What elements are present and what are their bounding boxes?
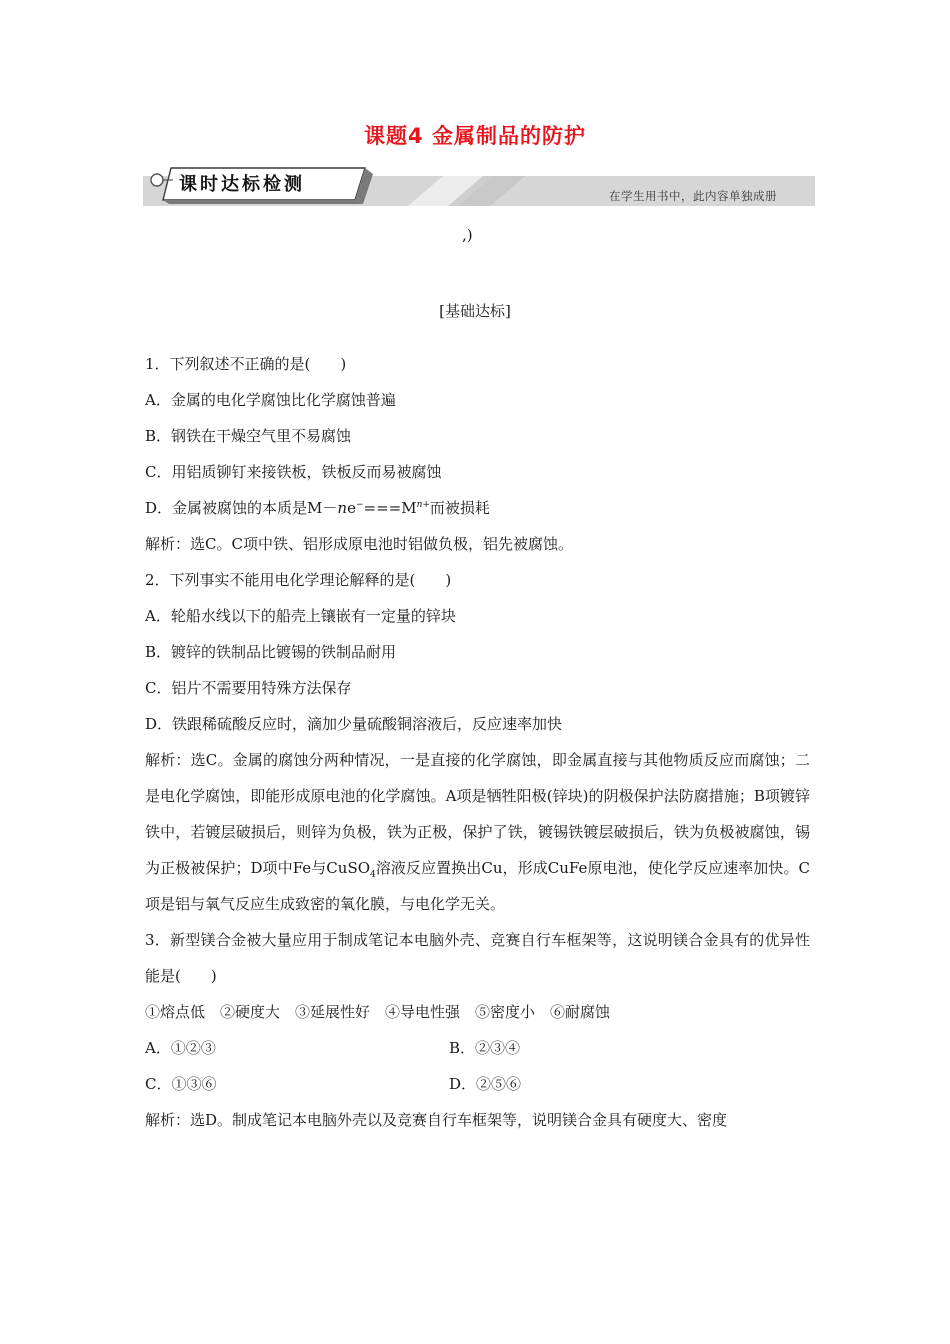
q1-option-d: D．金属被腐蚀的本质是$M-ne^-===M^{n+}$而被损耗 xyxy=(145,499,490,517)
q3-stem: 3．新型镁合金被大量应用于制成笔记本电脑外壳、竞赛自行车框架等，这说明镁合金具有的优异性能是( ) xyxy=(145,931,810,985)
q1-option-b: B．钢铁在干燥空气里不易腐蚀 xyxy=(145,427,352,445)
q2-option-a: A．轮船水线以下的船壳上镶嵌有一定量的锌块 xyxy=(145,607,456,625)
q3-options-row-1 xyxy=(145,1030,810,1066)
q3-option-c: C．①③⑥ xyxy=(145,1075,217,1093)
q3-analysis: 解析：选D。制成笔记本电脑外壳以及竞赛自行车框架等，说明镁合金具有硬度大、密度 xyxy=(145,1111,728,1129)
q2-option-b: B．镀锌的铁制品比镀锡的铁制品耐用 xyxy=(145,643,397,661)
q2-option-c: C．铝片不需要用特殊方法保存 xyxy=(145,679,352,697)
q2-analysis: 解析：选C。金属的腐蚀分两种情况，一是直接的化学腐蚀，即金属直接与其他物质反应而腐蚀；二是电化学腐蚀，即能形成原电池的化学腐蚀。A项是牺牲阳极(锌块)的阴极保护法防腐措施；B项镀锌铁中，若镀层破损后，则锌为负极，铁为正极，保护了铁，镀锡铁镀层破损后，铁为负极被腐蚀，锡为正极被保护；D项中Fe与CuSO$_4$溶液反应置换出Cu，形成CuFe原电池，使化学反应速率加快。C项是铝与氧气反应生成致密的氧化膜，与电化学无关。 xyxy=(145,751,810,913)
q1-option-a: A．金属的电化学腐蚀比化学腐蚀普遍 xyxy=(145,391,396,409)
q3-option-d: D．②⑤⑥ xyxy=(449,1075,522,1093)
q3-options-row-2 xyxy=(145,1066,810,1102)
stray-mark: ,) xyxy=(462,226,473,244)
question-content xyxy=(145,346,810,1138)
page-title: 课题4 金属制品的防护 xyxy=(364,124,586,148)
q2-stem: 2．下列事实不能用电化学理论解释的是( ) xyxy=(145,571,452,589)
q1-option-c: C．用铝质铆钉来接铁板，铁板反而易被腐蚀 xyxy=(145,463,442,481)
section-banner xyxy=(143,166,815,210)
section-label: [基础达标] xyxy=(439,302,511,320)
q3-option-b: B．②③④ xyxy=(449,1039,521,1057)
q2-option-d: D．铁跟稀硫酸反应时，滴加少量硫酸铜溶液后，反应速率加快 xyxy=(145,715,563,733)
q3-option-a: A．①②③ xyxy=(145,1039,216,1057)
banner-note: 在学生用书中，此内容单独成册 xyxy=(609,189,777,203)
banner-title: 课时达标检测 xyxy=(179,174,305,195)
q3-items: ①熔点低 ②硬度大 ③延展性好 ④导电性强 ⑤密度小 ⑥耐腐蚀 xyxy=(145,1003,611,1021)
q1-analysis: 解析：选C。C项中铁、铝形成原电池时铝做负极，铝先被腐蚀。 xyxy=(145,535,573,553)
q1-stem: 1．下列叙述不正确的是( ) xyxy=(145,355,347,373)
